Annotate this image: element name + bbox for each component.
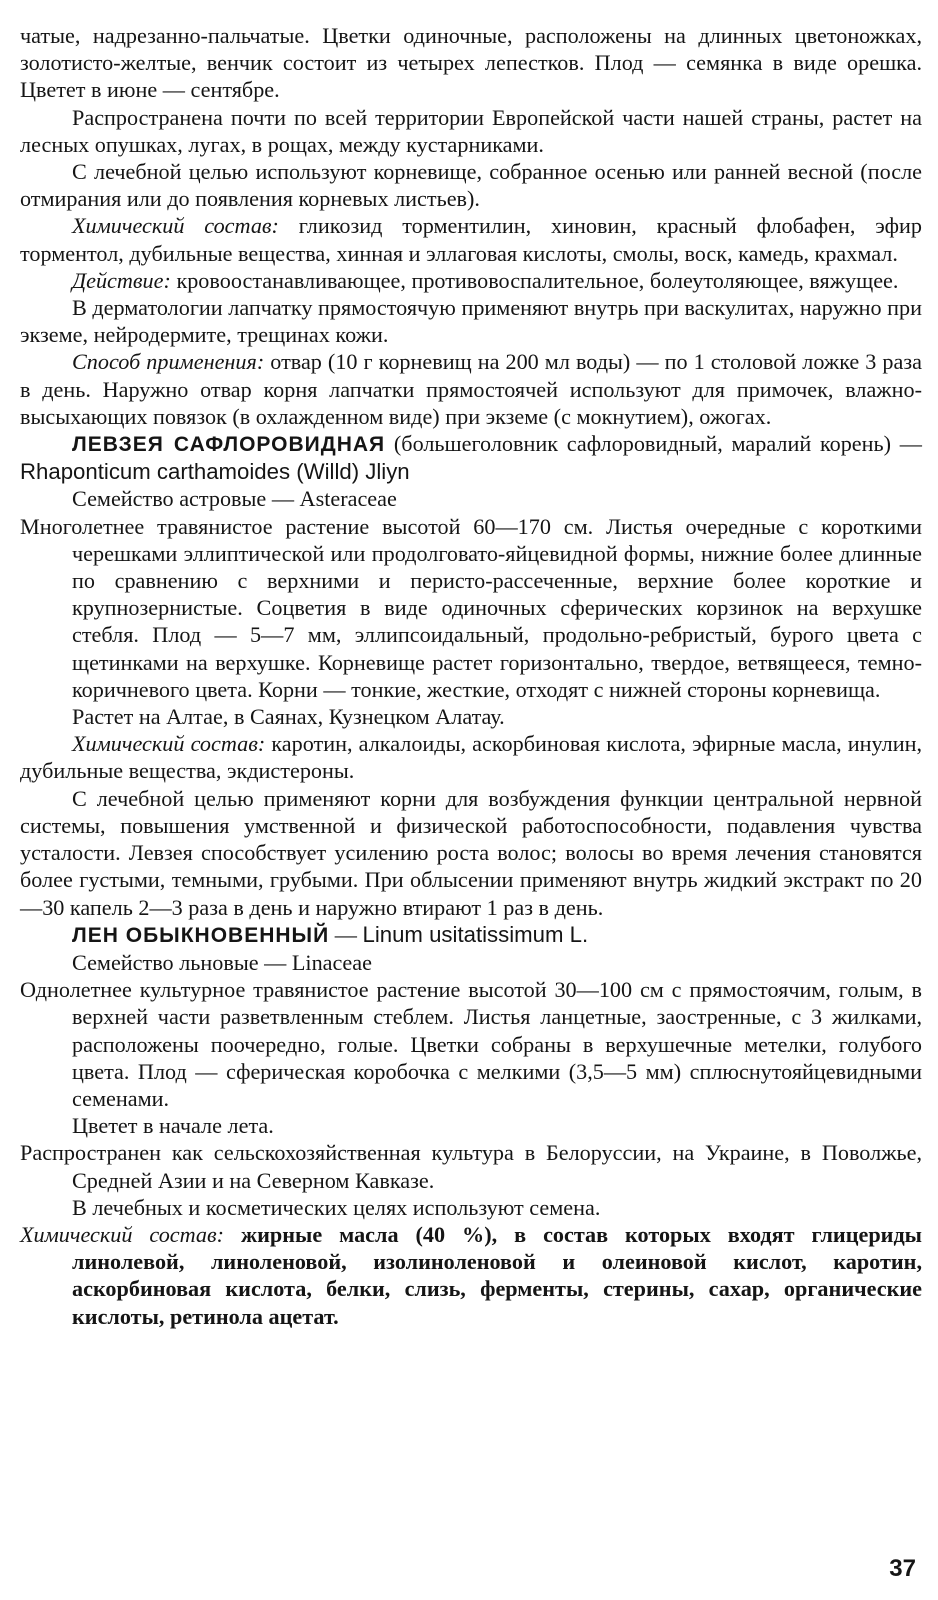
label-chemical-composition: Химический состав: — [72, 213, 279, 239]
paragraph-medicinal-use: С лечебной целью используют корневище, собранное осенью или ранней весной (после отмирания или до появления корневых листьев). — [20, 159, 922, 212]
entry-chemistry-levzeya — [20, 730, 922, 784]
paragraph-distribution: Распространена почти по всей территории Европейской части нашей страны, растет на лесных опушках, лугах, в рощах, между кустарниками. — [20, 104, 922, 157]
text-chemistry-len: жирные масла (40 %), в состав которых входят глицериды линолевой, линоленовой, изолиноленовой и олеиновой кислот, каротин, аскорбиновая кислота, белки, слизь, ферменты, стерины, сахар, органические кислоты, ретинола ацетат. — [72, 1221, 922, 1329]
paragraph-chemical-composition — [20, 212, 922, 266]
entry-title-levzeya: ЛЕВЗЕЯ САФЛОРОВИДНАЯ — [72, 433, 386, 457]
text-chemical-composition: гликозид торментилин, хиновин, красный флобафен, эфир торментол, дубильные вещества, хинная и эллаговая кислоты, смолы, воск, камедь, крахмал. — [20, 213, 922, 266]
paragraph-action — [20, 267, 922, 294]
paragraph-application — [20, 348, 922, 430]
entry-bloom-len: Цветет в начале лета. — [72, 1113, 274, 1139]
label-action: Действие: — [72, 267, 171, 293]
paragraph-dermatology: В дерматологии лапчатку прямостоячую применяют внутрь при васкулитах, наружно при экземе, нейродермите, трещинах кожи. — [20, 295, 922, 348]
entry-alt-names-levzeya: (большеголовник сафлоровидный, маралий корень) — — [385, 431, 922, 457]
entry-description-levzeya: Многолетнее травянистое растение высотой 60—170 см. Листья очередные с короткими черешками эллиптической или продолговато-яйцевидной формы, нижние более длинные по сравнению с верхними и перисто-рассеченные, верхние более короткие и крупнозернистые. Соцветия в виде одиночных сферических корзинок на верхушке стебля. Плод — 5—7 мм, эллипсоидальный, продольно-ребристый, бурого цвета с щетинками на верхушке. Корневище растет горизонтально, твердое, ветвящееся, темно-коричневого цвета. Корни — тонкие, жесткие, отходят с нижней стороны корневища. — [20, 513, 922, 702]
page-number: 37 — [889, 1554, 916, 1582]
entry-chemistry-len — [20, 1221, 922, 1330]
entry-family-levzeya: Семейство астровые — Asteraceae — [72, 486, 397, 512]
entry-range-levzeya: Растет на Алтае, в Саянах, Кузнецком Алатау. — [72, 704, 505, 730]
entry-use-levzeya: С лечебной целью применяют корни для возбуждения функции центральной нервной системы, повышения умственной и физической работоспособности, подавления чувства усталости. Левзея способствует усилению роста волос; волосы во время лечения становятся более густыми, темными, грубыми. При облысении применяют внутрь жидкий экстракт по 20—30 капель 2—3 раза в день и наружно втирают 1 раз в день. — [20, 785, 922, 920]
entry-family-len: Семейство льновые — Linaceae — [72, 949, 372, 975]
entry-title-len: ЛЕН ОБЫКНОВЕННЫЙ — [72, 923, 330, 947]
entry-parts-len: В лечебных и косметических целях используют семена. — [72, 1194, 601, 1220]
label-chemistry-levzeya: Химический состав: — [72, 731, 266, 757]
paragraph-flower-description: чатые, надрезанно-пальчатые. Цветки одиночные, расположены на длинных цветоножках, золотисто-желтые, венчик состоит из четырех лепестков. Плод — семянка в виде орешка. Цветет в июне — сентябре. — [20, 23, 922, 103]
text-application: отвар (10 г корневищ на 200 мл воды) — по 1 столовой ложке 3 раза в день. Наружно отвар корня лапчатки прямостоячей используют для примочек, влажно-высыхающих повязок (в охлажденном виде) при экземе (с мокнутием), ожогах. — [20, 349, 922, 429]
entry-dash-len: — — [329, 921, 363, 947]
entry-range-len: Распространен как сельскохозяйственная культура в Белоруссии, на Украине, в Поволжье, Средней Азии и на Северном Кавказе. — [20, 1140, 922, 1193]
text-chemistry-levzeya: каротин, алкалоиды, аскорбиновая кислота, эфирные масла, инулин, дубильные вещества, экдистероны. — [20, 731, 922, 784]
entry-latin-len: Linum usitatissimum L. — [362, 921, 589, 947]
text-action: кровоостанавливающее, противовоспалительное, болеутоляющее, вяжущее. — [170, 267, 899, 293]
entry-description-len: Однолетнее культурное травянистое растение высотой 30—100 см с прямостоячим, голым, в верхней части разветвленным стеблем. Листья ланцетные, заостренные, с 3 жилками, расположены поочередно, голые. Цветки собраны в верхушечные метелки, голубого цвета. Плод — сферическая коробочка с мелкими (3,5—5 мм) сплюснутояйцевидными семенами. — [20, 977, 922, 1111]
label-application: Способ применения: — [72, 349, 265, 375]
entry-latin-levzeya: Rhaponticum carthamoides (Willd) Jliyn — [20, 459, 410, 485]
entry-heading-levzeya — [20, 430, 922, 485]
label-chemistry-len: Химический состав: — [20, 1221, 225, 1247]
entry-heading-len — [20, 921, 922, 949]
